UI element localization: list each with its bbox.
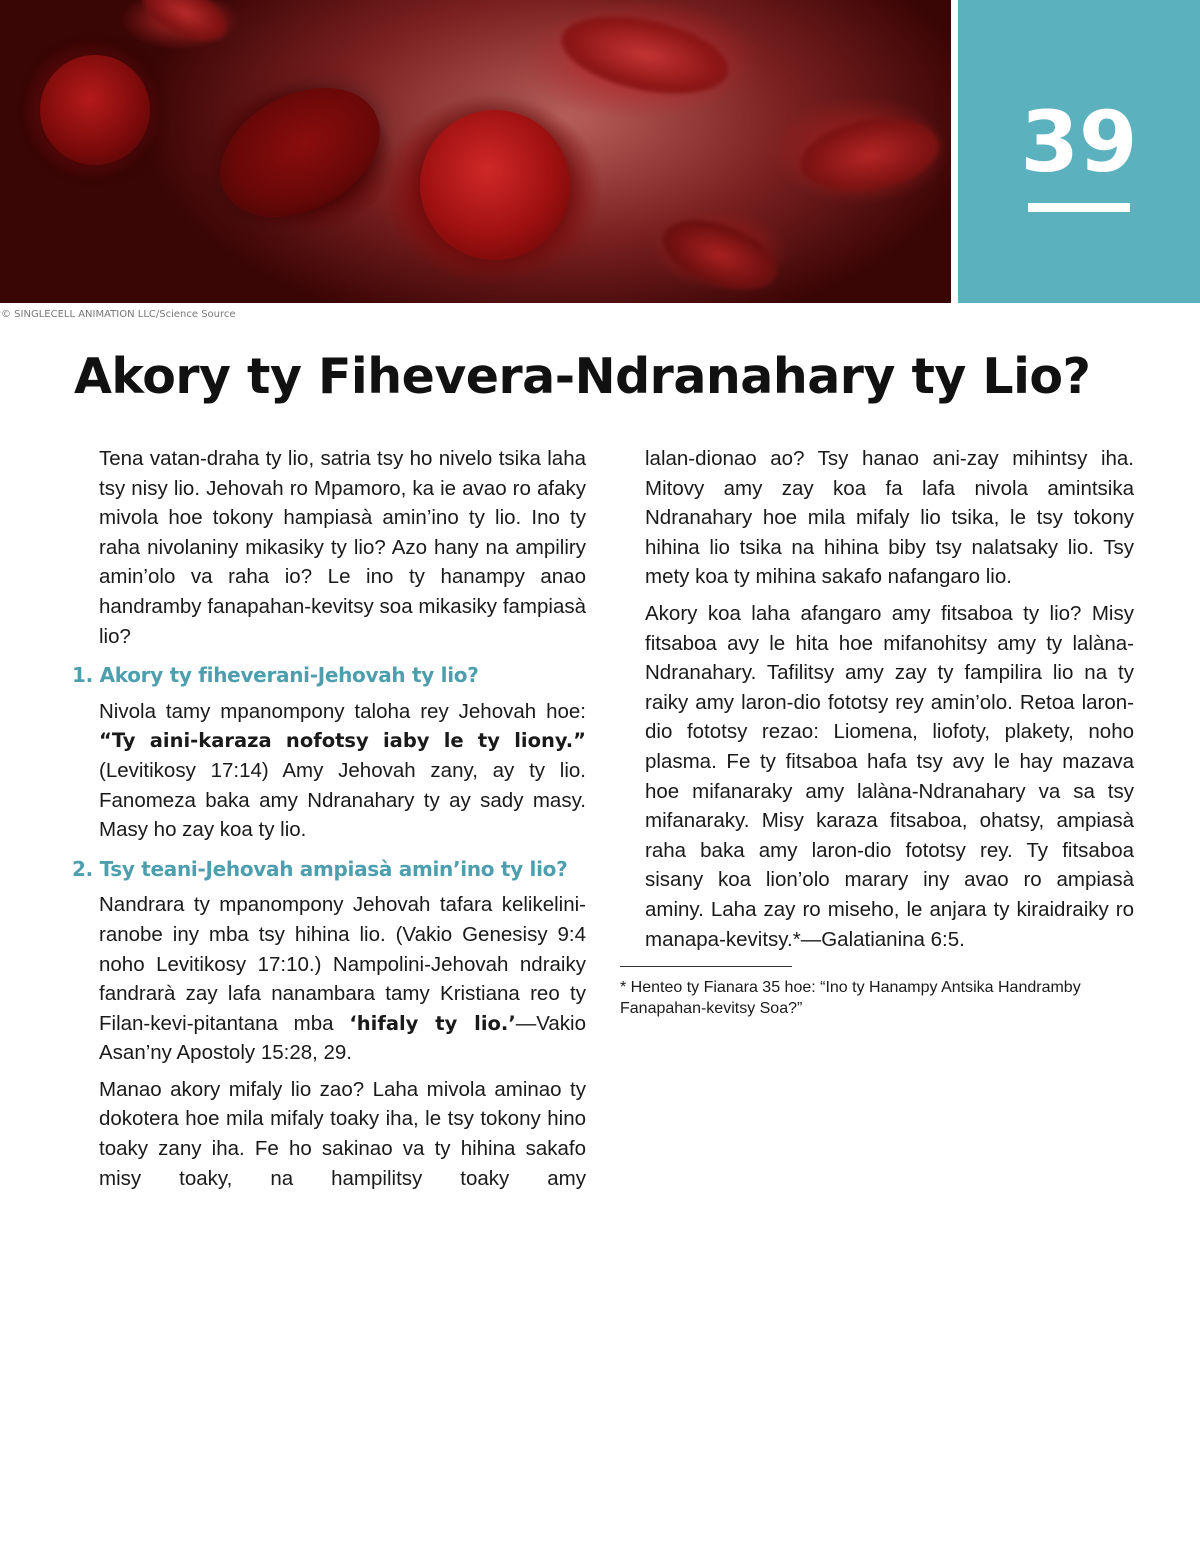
image-credit: © SINGLECELL ANIMATION LLC/Science Source bbox=[1, 309, 236, 320]
footnote-marker[interactable]: * bbox=[792, 927, 801, 951]
red-blood-cell bbox=[40, 55, 150, 165]
lesson-number: 39 bbox=[1020, 93, 1138, 191]
section-2-p1-before: Nandrara ty mpanompony Jehovah tafara kelikelini-ranobe iny mba tsy hihina lio. (Vakio Genesisy 9:4 noho Levitikosy 17:10.) Nampolini-Jehovah ndraiky fandrarà zay lafa nanambara tamy Kristiana reo ty Filan-kevi-pitantana mba bbox=[99, 893, 586, 1035]
section-2-paragraph-3 bbox=[620, 599, 1134, 954]
section-1-text-after: (Levitikosy 17:14) Amy Jehovah zany, ay ty lio. Fanomeza baka amy Ndranahary ty ay sady masy. Masy ho zay koa ty lio. bbox=[99, 758, 586, 842]
section-1-quote: “Ty aini-karaza nofotsy iaby le ty liony.” bbox=[99, 729, 586, 753]
red-blood-cell bbox=[198, 62, 402, 243]
section-2-p3-before: Akory koa laha afangaro amy fitsaboa ty lio? Misy fitsaboa avy le hita hoe mifanohitsy amy ty lalàna-Ndranahary. Tafilitsy amy zay ty fampilira lio na ty raiky amy laron-dio fototsy rey amin’olo. Retoa laron-dio fototsy rezao: Liomena, liofoty, plakety, noho plasma. Fe ty fitsaboa hafa tsy avy le hay mazava hoe mifanaraky amy lalàna-Ndranahary va sa tsy mifanaraky. Misy karaza fitsaboa, ohatsy, ampiasà raha baka amy laron-dio fototsy rey. Ty fitsaboa sisany koa lion’olo marary iny avao ro ampiasà aminy. Laha zay ro miseho, le anjara ty kiraidraiky ro manapa-kevitsy. bbox=[645, 601, 1134, 951]
red-blood-cell bbox=[795, 108, 945, 201]
section-1-paragraph bbox=[72, 697, 586, 845]
footnote: * Henteo ty Fianara 35 hoe: “Ino ty Hanampy Antsika Handramby Fanapahan-kevitsy Soa?” bbox=[620, 979, 1081, 1018]
section-2-p1-after: —Vakio Asan’ny Apostoly 15:28, 29. bbox=[99, 1011, 587, 1065]
left-column bbox=[72, 444, 586, 1200]
lesson-number-box bbox=[958, 0, 1200, 303]
red-blood-cell bbox=[420, 110, 570, 260]
lesson-number-underline bbox=[1028, 203, 1130, 212]
section-2-paragraph-2-continued: lalan-dionao ao? Tsy hanao ani-zay mihintsy iha. Mitovy amy zay koa fa lafa nivola amintsika Ndranahary hoe mila mifaly lio tsika, le tsy tokony hihina lio tsika na hihina biby tsy nalatsaky lio. Tsy mety koa ty mihina sakafo nafangaro lio. bbox=[645, 447, 1134, 589]
section-2-heading: 2. Tsy teani-Jehovah ampiasà amin’ino ty lio? bbox=[72, 856, 568, 881]
section-2-paragraph-1 bbox=[72, 890, 586, 1068]
blood-cells-image bbox=[0, 0, 951, 303]
red-blood-cell bbox=[135, 0, 236, 52]
section-1-heading: 1. Akory ty fiheverani-Jehovah ty lio? bbox=[72, 663, 479, 688]
right-column bbox=[620, 444, 1134, 1026]
section-1-text-before: Nivola tamy mpanompony taloha rey Jehovah hoe: bbox=[99, 699, 586, 723]
red-blood-cell bbox=[555, 3, 736, 107]
footnote-divider bbox=[620, 966, 792, 967]
section-2-p1-quote: ‘hifaly ty lio.’ bbox=[349, 1011, 516, 1035]
section-2-p3-after: —Galatianina 6:5. bbox=[800, 927, 965, 951]
page-title: Akory ty Fihevera-Ndranahary ty Lio? bbox=[74, 348, 1091, 405]
section-2-paragraph-2-start: Manao akory mifaly lio zao? Laha mivola aminao ty dokotera hoe mila mifaly toaky iha, le tsy tokony hino toaky zany iha. Fe ho sakinao va ty hihina sakafo misy toaky, na hampilitsy toaky amy bbox=[99, 1077, 586, 1190]
red-blood-cell bbox=[653, 206, 786, 303]
intro-paragraph: Tena vatan-draha ty lio, satria tsy ho nivelo tsika laha tsy nisy lio. Jehovah ro Mpamoro, ka ie avao ro afaky mivola hoe tokony hampiasà amin’ino ty lio. Ino ty raha nivolaniny mikasiky ty lio? Azo hany na ampiliry amin’olo va raha io? Le ino ty hanampy anao handramby fanapahan-kevitsy soa mikasiky fampiasà lio? bbox=[99, 447, 586, 648]
